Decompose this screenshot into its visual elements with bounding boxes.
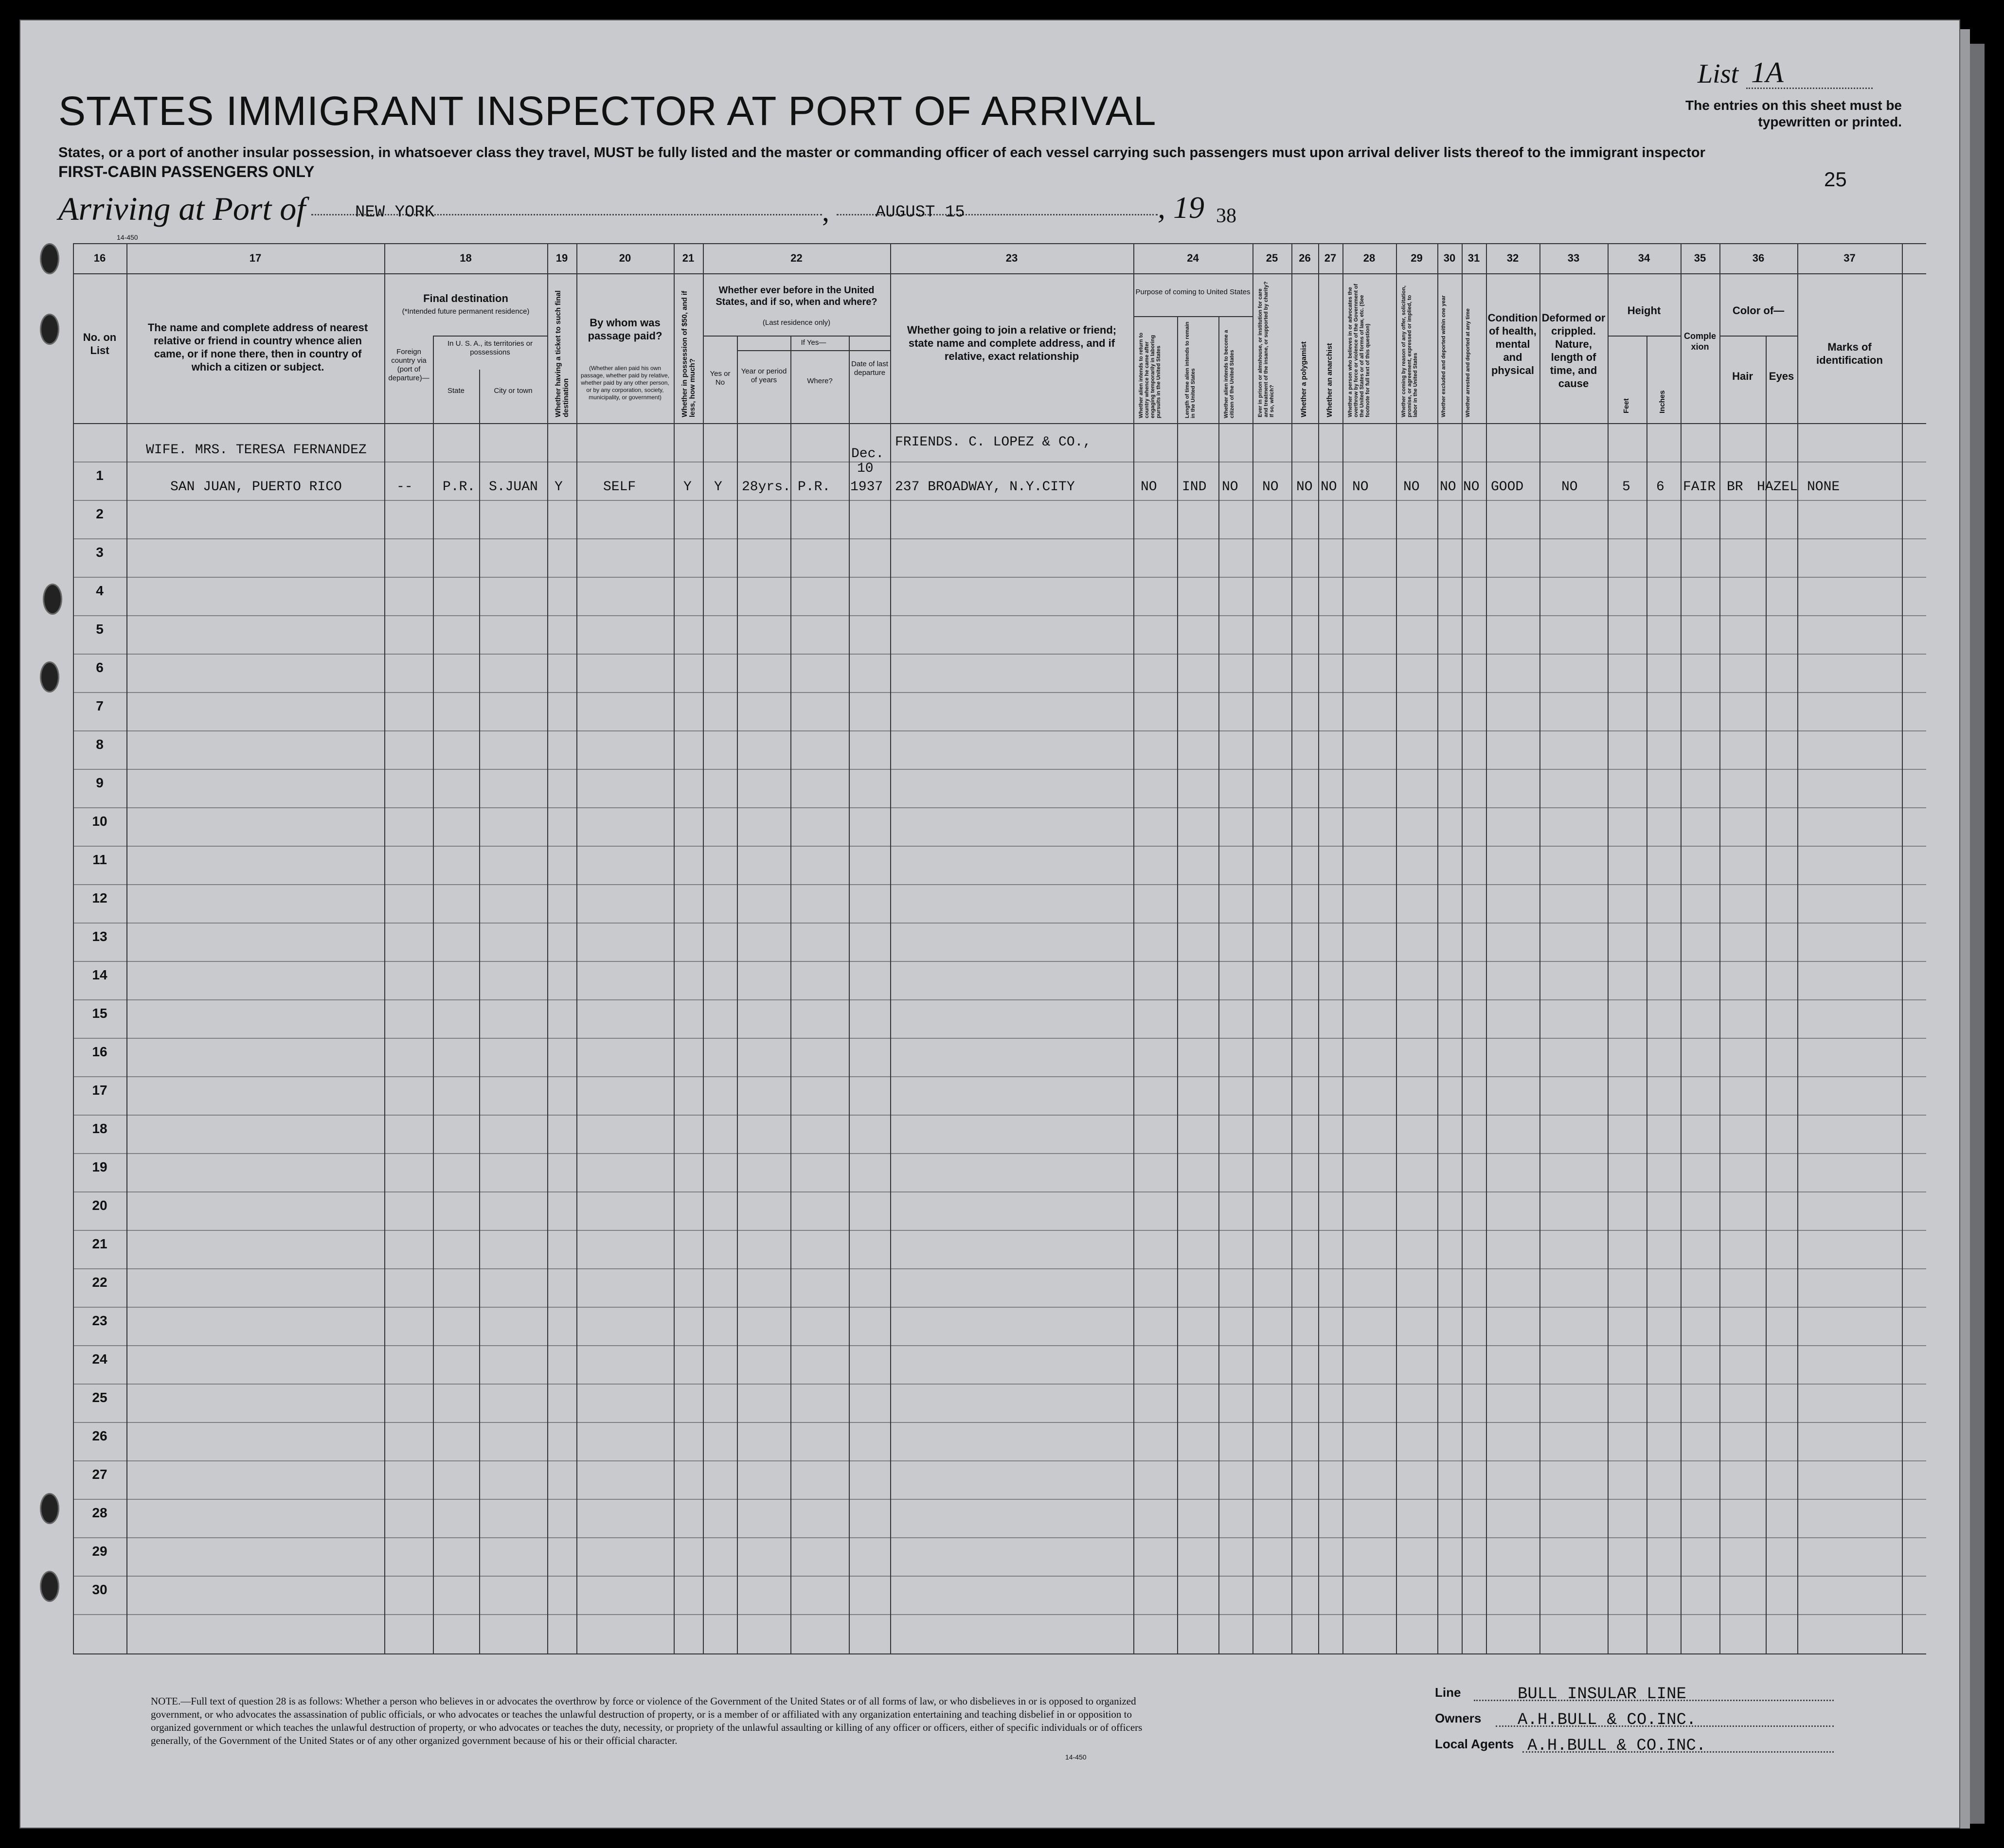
row-number: 28 — [92, 1505, 107, 1520]
comma: , — [822, 195, 829, 227]
anarchist-value: NO — [1321, 480, 1337, 495]
prison-value: NO — [1262, 480, 1279, 495]
row-number: 14 — [92, 967, 107, 982]
row-number: 22 — [92, 1275, 107, 1290]
row-line — [73, 1614, 1926, 1615]
col-number-border — [73, 273, 1926, 274]
header-no-on-list: No. on List — [83, 331, 117, 356]
col-line — [1133, 243, 1134, 1653]
row-line — [73, 1038, 1926, 1039]
typewritten-note: The entries on this sheet must be typewritten or printed. — [1685, 98, 1902, 129]
header-q30: Whether excluded and deported within one year — [1441, 295, 1447, 417]
header-foreign-country: Foreign country via (port of departure)— — [388, 348, 429, 382]
header-return-intent: Whether alien intends to return to country whence he came after engaging temporarily in laboring pursuits in the United States — [1138, 332, 1162, 418]
destination-city: S.JUAN — [489, 480, 538, 495]
row-line — [73, 884, 1926, 885]
polygamist-value: NO — [1296, 480, 1313, 495]
header-purpose: Purpose of coming to United States — [1135, 288, 1251, 296]
row-number: 30 — [92, 1582, 107, 1597]
passage-paid-by: SELF — [603, 480, 636, 495]
row-number: 18 — [92, 1121, 107, 1136]
row-number: 4 — [96, 583, 104, 598]
return-intent: NO — [1141, 480, 1157, 495]
header-final-destination: Final destination — [423, 292, 508, 304]
has-50-value: Y — [683, 480, 692, 495]
col-line — [126, 243, 127, 1653]
col-num-28: 28 — [1363, 252, 1376, 264]
owners-label: Owners — [1435, 1711, 1482, 1725]
col-line — [849, 336, 850, 1653]
col-line — [547, 243, 548, 1653]
col-num-25: 25 — [1266, 252, 1278, 264]
subheader-line — [703, 336, 890, 337]
eyes-value: HAZEL — [1757, 480, 1798, 495]
header-final-destination-sub: (*Intended future permanent residence) — [402, 307, 530, 316]
row-line — [73, 1422, 1926, 1423]
header-health: Condition of health, mental and physical — [1487, 312, 1538, 376]
before-yes-no: Y — [714, 480, 722, 495]
row-line — [73, 1076, 1926, 1077]
binder-hole — [43, 584, 62, 615]
header-where: Where? — [807, 377, 833, 385]
col-line — [890, 243, 891, 1653]
row-line — [73, 1153, 1926, 1154]
col-line — [703, 243, 704, 1653]
form-title: STATES IMMIGRANT INSPECTOR AT PORT OF ARRIVAL — [58, 88, 1157, 134]
header-city: City or town — [494, 387, 533, 395]
col-line — [1646, 336, 1647, 1653]
row-line — [73, 1460, 1926, 1461]
header-yes-no: Yes or No — [710, 370, 731, 387]
row-line — [73, 654, 1926, 655]
header-passage-paid-sub: (Whether alien paid his own passage, whether paid by relative, whether paid by any other person, or by any corporation, society, municipality, or government) — [580, 365, 670, 401]
row-line — [73, 1230, 1926, 1231]
binder-hole — [40, 1493, 59, 1524]
relative-name: WIFE. MRS. TERESA FERNANDEZ — [146, 443, 367, 458]
col-num-35: 35 — [1694, 252, 1706, 264]
col-line — [384, 243, 385, 1653]
row-line — [73, 730, 1926, 731]
length-of-stay: IND — [1182, 480, 1207, 495]
row-number: 25 — [92, 1390, 107, 1405]
row-number: 11 — [92, 852, 107, 867]
col-line — [1177, 316, 1178, 1653]
col-num-29: 29 — [1411, 252, 1423, 264]
row-line — [73, 1191, 1926, 1192]
form-code: 14-450 — [117, 233, 138, 241]
col-line — [433, 336, 434, 1653]
header-length-stay: Length of time alien intends to remain in the United States — [1184, 321, 1196, 418]
row-line — [73, 1384, 1926, 1385]
row-number: 3 — [96, 545, 104, 560]
row-number: 10 — [92, 814, 107, 829]
header-inches: Inches — [1658, 390, 1666, 413]
col-line — [576, 243, 577, 1653]
row-number: 17 — [92, 1083, 107, 1098]
col-num-27: 27 — [1324, 252, 1337, 264]
col-num-18: 18 — [460, 252, 472, 264]
subheader-line — [1719, 336, 1797, 337]
col-line — [1437, 243, 1438, 1653]
period-of-years: 28yrs. — [742, 480, 791, 495]
row-line — [73, 961, 1926, 962]
header-before-in-us: Whether ever before in the United States, and if so, when and where? — [716, 285, 877, 307]
header-period: Year or period of years — [741, 367, 787, 384]
complexion-value: FAIR — [1683, 480, 1716, 495]
col-num-30: 30 — [1443, 252, 1456, 264]
col-line — [1766, 336, 1767, 1653]
destination-state: P.R. — [443, 480, 476, 495]
col-line — [1486, 243, 1487, 1653]
row-line — [73, 923, 1926, 924]
row-number: 9 — [96, 775, 104, 790]
list-underline — [1746, 88, 1873, 89]
header-if-yes: If Yes— — [801, 338, 826, 347]
header-color-of: Color of— — [1732, 304, 1785, 317]
binder-hole — [40, 314, 59, 345]
col-line — [1318, 243, 1319, 1653]
col-num-20: 20 — [619, 252, 631, 264]
binder-hole — [40, 661, 59, 693]
header-q31: Whether arrested and deported at any time — [1465, 308, 1471, 417]
row-number: 21 — [92, 1236, 107, 1251]
agents-label: Local Agents — [1435, 1737, 1514, 1751]
departure-month: Dec. — [851, 446, 884, 462]
header-before-in-us-sub: (Last residence only) — [762, 319, 831, 327]
col-num-21: 21 — [682, 252, 695, 264]
hair-value: BR — [1727, 480, 1743, 495]
header-nearest-relative: The name and complete address of nearest relative or friend in country whence alien came, or if none there, then in country of which a citizen or subject. — [147, 321, 368, 373]
col-line — [1902, 243, 1903, 1653]
col-line — [479, 370, 480, 1653]
deformed-value: NO — [1561, 480, 1578, 495]
binder-hole — [40, 1571, 59, 1602]
header-50-dollars: Whether in possession of $50, and if less, how much? — [680, 290, 697, 417]
year-suffix: 38 — [1216, 205, 1236, 227]
col-line — [1797, 243, 1798, 1653]
footer-form-code: 14-450 — [1065, 1753, 1087, 1761]
join-address: 237 BROADWAY, N.Y.CITY — [895, 480, 1075, 495]
ticket-value: Y — [555, 480, 563, 495]
header-ticket: Whether having a ticket to such final destination — [554, 290, 570, 417]
header-complexion: Complexion — [1683, 331, 1716, 352]
foreign-country: -- — [396, 480, 413, 495]
q31-value: NO — [1463, 480, 1480, 495]
col-line — [1218, 316, 1219, 1653]
row-number: 26 — [92, 1428, 107, 1443]
row-number: 29 — [92, 1544, 107, 1559]
header-anarchist: Whether an anarchist — [1325, 343, 1334, 417]
header-height: Height — [1627, 304, 1661, 317]
header-citizen-intent: Whether alien intends to become a citizen of the United States — [1223, 330, 1235, 418]
header-deformed: Deformed or crippled. Nature, length of time, and cause — [1541, 312, 1606, 390]
col-line — [1396, 243, 1397, 1653]
row-number: 13 — [92, 929, 107, 944]
header-polygamist: Whether a polygamist — [1300, 341, 1308, 417]
row-number: 6 — [96, 660, 104, 675]
subheader-line — [1608, 336, 1681, 337]
row-line — [73, 769, 1926, 770]
departure-year: 1937 — [850, 480, 883, 495]
header-state: State — [447, 387, 465, 395]
header-marks: Marks of identification — [1816, 341, 1883, 366]
agents-value: A.H.BULL & CO.INC. — [1527, 1737, 1706, 1755]
col-line — [1462, 243, 1463, 1653]
header-hair: Hair — [1732, 370, 1753, 382]
row-number: 16 — [92, 1044, 107, 1059]
col-num-23: 23 — [1005, 252, 1018, 264]
height-inches: 6 — [1656, 480, 1664, 495]
join-name: FRIENDS. C. LOPEZ & CO., — [895, 435, 1091, 450]
line-value: BULL INSULAR LINE — [1518, 1685, 1686, 1704]
list-label: List — [1698, 59, 1739, 89]
col-line — [737, 336, 738, 1653]
header-prison: Ever in prison or almshouse, or institution for care and treatment of the insane, or supported by charity? If so, which? — [1257, 281, 1275, 417]
row-number: 7 — [96, 698, 104, 713]
row-number: 2 — [96, 506, 104, 521]
col-line — [1719, 243, 1720, 1653]
owners-value: A.H.BULL & CO.INC. — [1518, 1711, 1697, 1729]
col-line — [1252, 243, 1253, 1653]
row-number: 12 — [92, 890, 107, 906]
binder-hole — [40, 243, 59, 274]
col-num-22: 22 — [790, 252, 803, 264]
arriving-label: Arriving at Port of — [58, 190, 306, 227]
row-line — [73, 1115, 1926, 1116]
line-label: Line — [1435, 1685, 1461, 1700]
row-line — [73, 538, 1926, 539]
col-line — [1681, 243, 1682, 1653]
instructions-line: States, or a port of another insular possession, in whatsoever class they travel, MUST be fully listed and the master or commanding officer of each vessel carrying such passengers must upon arrival deliver lists thereof to the immigrant inspector — [58, 145, 1705, 160]
col-num-17: 17 — [249, 252, 262, 264]
header-eyes: Eyes — [1769, 370, 1794, 382]
col-num-31: 31 — [1467, 252, 1480, 264]
subheader-line — [433, 336, 547, 337]
header-usa: In U. S. A., its territories or possessions — [447, 339, 533, 356]
health-value: GOOD — [1491, 480, 1524, 495]
row-line — [73, 1345, 1926, 1346]
row-line — [73, 500, 1926, 501]
col-num-33: 33 — [1567, 252, 1580, 264]
departure-day: 10 — [857, 461, 874, 476]
row-number: 24 — [92, 1351, 107, 1367]
page-edge-shadow — [1970, 44, 1985, 1824]
table-top-border — [73, 243, 1926, 244]
page-number: 25 — [1824, 168, 1847, 191]
row-line — [73, 1576, 1926, 1577]
header-passage-paid: By whom was passage paid? — [588, 317, 662, 342]
col-line — [1342, 243, 1343, 1653]
col-num-37: 37 — [1843, 252, 1856, 264]
row-number: 1 — [96, 468, 104, 483]
col-line — [1291, 243, 1292, 1653]
header-q29: Whether coming by reason of any offer, solicitation, promise, or agreement, expressed or implied, to labor in the United States — [1401, 285, 1418, 417]
row-line — [73, 1499, 1926, 1500]
col-num-24: 24 — [1187, 252, 1199, 264]
col-num-36: 36 — [1752, 252, 1765, 264]
col-num-16: 16 — [93, 252, 106, 264]
subheader-line — [1133, 316, 1252, 317]
row-number: 20 — [92, 1198, 107, 1213]
col-num-26: 26 — [1299, 252, 1311, 264]
row-number: 23 — [92, 1313, 107, 1328]
height-feet: 5 — [1622, 480, 1630, 495]
table-bottom-border — [73, 1653, 1926, 1654]
header-bottom-border — [73, 423, 1926, 424]
row-line — [73, 1307, 1926, 1308]
row-line — [73, 846, 1926, 847]
row-number: 27 — [92, 1467, 107, 1482]
row-number: 5 — [96, 622, 104, 637]
manifest-table — [73, 243, 1926, 1653]
row-line — [73, 1268, 1926, 1269]
year-prefix: , 19 — [1158, 190, 1204, 225]
q29-value: NO — [1403, 480, 1420, 495]
col-line — [1539, 243, 1540, 1653]
col-line — [790, 336, 791, 1653]
port-value: NEW YORK — [355, 203, 435, 222]
row-number: 19 — [92, 1159, 107, 1174]
row-line — [73, 1537, 1926, 1538]
row-line — [73, 577, 1926, 578]
relative-address: SAN JUAN, PUERTO RICO — [170, 480, 342, 495]
header-last-departure: Date of last departure — [851, 360, 888, 377]
q28-value: NO — [1352, 480, 1369, 495]
row-line — [73, 692, 1926, 693]
row-line — [73, 615, 1926, 616]
q30-value: NO — [1440, 480, 1456, 495]
header-q28: Whether a person who believes in or advocates the overthrow by force or violence of the Government of the United States or of all forms of law, etc. (See footnote for full text of this question) — [1347, 284, 1371, 417]
header-join-relative: Whether going to join a relative or friend; state name and complete address, and if relative, exact relationship — [907, 324, 1117, 362]
marks-value: NONE — [1807, 480, 1840, 495]
row-line — [73, 807, 1926, 808]
header-feet: Feet — [1622, 398, 1630, 413]
subheader-line — [737, 350, 890, 351]
row-number: 15 — [92, 1006, 107, 1021]
passenger-class: FIRST-CABIN PASSENGERS ONLY — [58, 163, 315, 180]
col-line — [674, 243, 675, 1653]
arrival-date: AUGUST 15 — [876, 203, 965, 222]
col-num-19: 19 — [555, 252, 568, 264]
row-line — [73, 999, 1926, 1000]
citizen-intent: NO — [1222, 480, 1238, 495]
previous-residence: P.R. — [798, 480, 831, 495]
col-num-32: 32 — [1506, 252, 1519, 264]
col-num-34: 34 — [1638, 252, 1650, 264]
question-28-note: NOTE.—Full text of question 28 is as follows: Whether a person who believes in or advocates the overthrow by force or violence of the Government of the United States or of all forms of law, or who disbelieves in or is opposed to organized government, or who advocates the assassination of public officials, or who advocates or teaches the unlawful destruction of property, or is a member of or affiliated with any organization entertaining and teaching disbelief in or opposition to organized government or which teaches the unlawful destruction of property, or who advocates or teaches the duty, necessity, or propriety of the unlawful assaulting or killing of any officer or officers, either of specific individuals or of officers generally, of the Government of the United States or of any other organized government because of his or their official character. — [151, 1695, 1143, 1746]
row-number: 8 — [96, 737, 104, 752]
list-value: 1A — [1751, 56, 1784, 89]
col-line — [1608, 243, 1609, 1653]
